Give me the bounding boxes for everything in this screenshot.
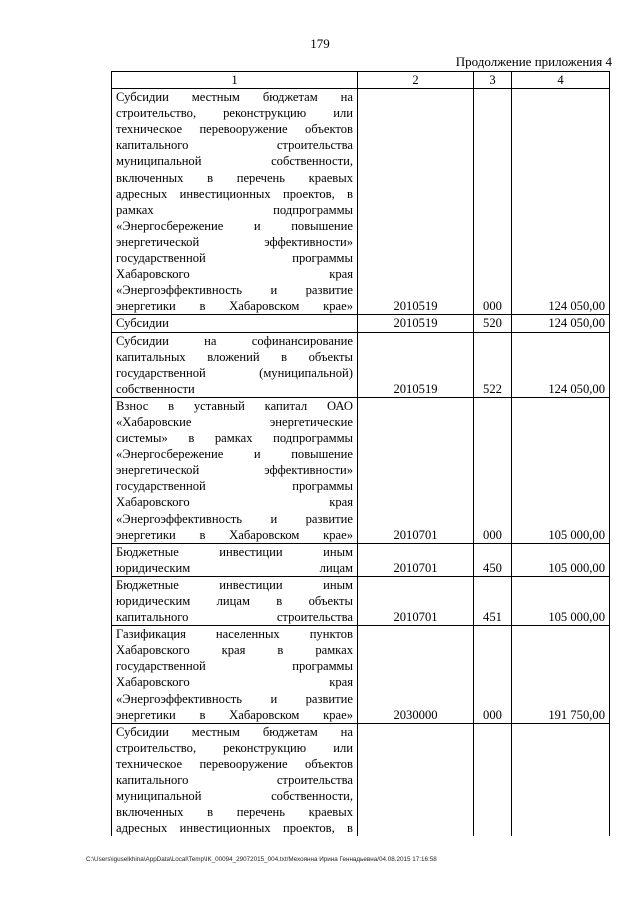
description-line: Субсидии местным бюджетам на [116, 90, 353, 105]
description-line: системы» в рамках подпрограммы [116, 431, 353, 446]
row-description [112, 576, 358, 625]
description-line: Субсидии местным бюджетам на [116, 724, 353, 739]
row-amount: 124 050,00 [512, 315, 610, 332]
row-target-code: 2010519 [358, 89, 474, 315]
table-row [112, 626, 610, 724]
description-line: Взнос в уставный капитал ОАО [116, 398, 353, 413]
description-line: Хабаровского края [116, 267, 353, 282]
row-description [112, 397, 358, 543]
appendix-continuation-note: Продолжение приложения 4 [455, 54, 612, 69]
description-line: включенных в перечень краевых [116, 805, 353, 820]
row-description [112, 332, 358, 397]
table-row [112, 576, 610, 625]
description-line: государственной программы [116, 251, 353, 266]
header-col-2: 2 [358, 72, 474, 89]
description-line: энергетической эффективности» [116, 463, 353, 478]
description-line: техническое перевооружение объектов [116, 756, 353, 771]
table-row [112, 397, 610, 543]
description-line: «Энергоэффективность и развитие [116, 283, 353, 298]
row-description [112, 626, 358, 724]
description-line: техническое перевооружение объектов [116, 122, 353, 137]
description-line: энергетики в Хабаровском крае» [116, 299, 353, 314]
description-line: «Энергоэффективность и развитие [116, 691, 353, 706]
row-expense-type [474, 723, 512, 836]
description-line: включенных в перечень краевых [116, 170, 353, 185]
description-line: муниципальной собственности, [116, 789, 353, 804]
row-amount [512, 723, 610, 836]
table-row [112, 723, 610, 836]
table-row [112, 89, 610, 315]
table-row [112, 543, 610, 576]
header-col-4: 4 [512, 72, 610, 89]
description-line: рамках подпрограммы [116, 202, 353, 217]
description-line: «Энергосбережение и повышение [116, 218, 353, 233]
description-line: государственной (муниципальной) [116, 365, 353, 380]
header-col-3: 3 [474, 72, 512, 89]
header-col-1: 1 [112, 72, 358, 89]
row-amount: 105 000,00 [512, 397, 610, 543]
row-expense-type: 000 [474, 397, 512, 543]
row-target-code: 2010519 [358, 332, 474, 397]
row-target-code [358, 723, 474, 836]
row-target-code: 2010519 [358, 315, 474, 332]
description-line: Бюджетные инвестиции иным [116, 544, 353, 559]
row-target-code: 2030000 [358, 626, 474, 724]
description-line: Газификация населенных пунктов [116, 627, 353, 642]
description-line: юридическим лицам в объекты [116, 594, 353, 608]
description-line: государственной программы [116, 479, 353, 494]
description-line: юридическим лицам [116, 560, 353, 575]
description-line: Бюджетные инвестиции иным [116, 577, 353, 592]
description-line: капитального строительства [116, 610, 353, 625]
row-description [112, 89, 358, 315]
row-amount: 124 050,00 [512, 332, 610, 397]
row-description [112, 315, 358, 332]
table-row [112, 315, 610, 332]
row-target-code: 2010701 [358, 543, 474, 576]
row-target-code: 2010701 [358, 576, 474, 625]
description-line: строительство, реконструкцию или [116, 740, 353, 755]
row-amount: 105 000,00 [512, 543, 610, 576]
description-line: энергетики в Хабаровском крае» [116, 707, 353, 722]
description-line: собственности [116, 381, 195, 396]
description-line: строительство, реконструкцию или [116, 106, 353, 121]
description-line: адресных инвестиционных проектов, в [116, 186, 353, 201]
description-line: «Энергосбережение и повышение [116, 447, 353, 462]
row-expense-type: 450 [474, 543, 512, 576]
description-line: Хабаровского края [116, 675, 353, 690]
row-expense-type: 000 [474, 626, 512, 724]
table-row [112, 332, 610, 397]
file-path-footer: C:\Users\iguselkhina\AppData\Local\Temp\IK_00094_29072015_004.txt/Мехоянна Ирина Геннадьевна/04.08.2015 17:16:58 [86, 856, 437, 863]
row-target-code: 2010701 [358, 397, 474, 543]
description-line: адресных инвестиционных проектов, в [116, 821, 353, 836]
table-header-row [112, 72, 610, 89]
description-line: капитального строительства [116, 773, 353, 788]
description-line: энергетической эффективности» [116, 234, 353, 249]
row-expense-type: 520 [474, 315, 512, 332]
description-line: Субсидии на софинансирование [116, 333, 353, 348]
row-expense-type: 522 [474, 332, 512, 397]
description-line: капитальных вложений в объекты [116, 349, 353, 364]
description-line: капитального строительства [116, 138, 353, 153]
page-number: 179 [310, 36, 330, 51]
row-expense-type: 451 [474, 576, 512, 625]
row-amount: 191 750,00 [512, 626, 610, 724]
row-expense-type: 000 [474, 89, 512, 315]
description-line: «Энергоэффективность и развитие [116, 511, 353, 526]
description-line: Хабаровского края [116, 495, 353, 510]
row-amount: 124 050,00 [512, 89, 610, 315]
row-description [112, 723, 358, 836]
budget-table [111, 71, 610, 836]
description-line: Субсидии [116, 316, 169, 331]
row-description [112, 543, 358, 576]
description-line: муниципальной собственности, [116, 154, 353, 169]
description-line: государственной программы [116, 659, 353, 674]
description-line: Хабаровского края в рамках [116, 643, 353, 658]
description-line: энергетики в Хабаровском крае» [116, 527, 353, 542]
description-line: «Хабаровские энергетические [116, 414, 353, 429]
row-amount: 105 000,00 [512, 576, 610, 625]
